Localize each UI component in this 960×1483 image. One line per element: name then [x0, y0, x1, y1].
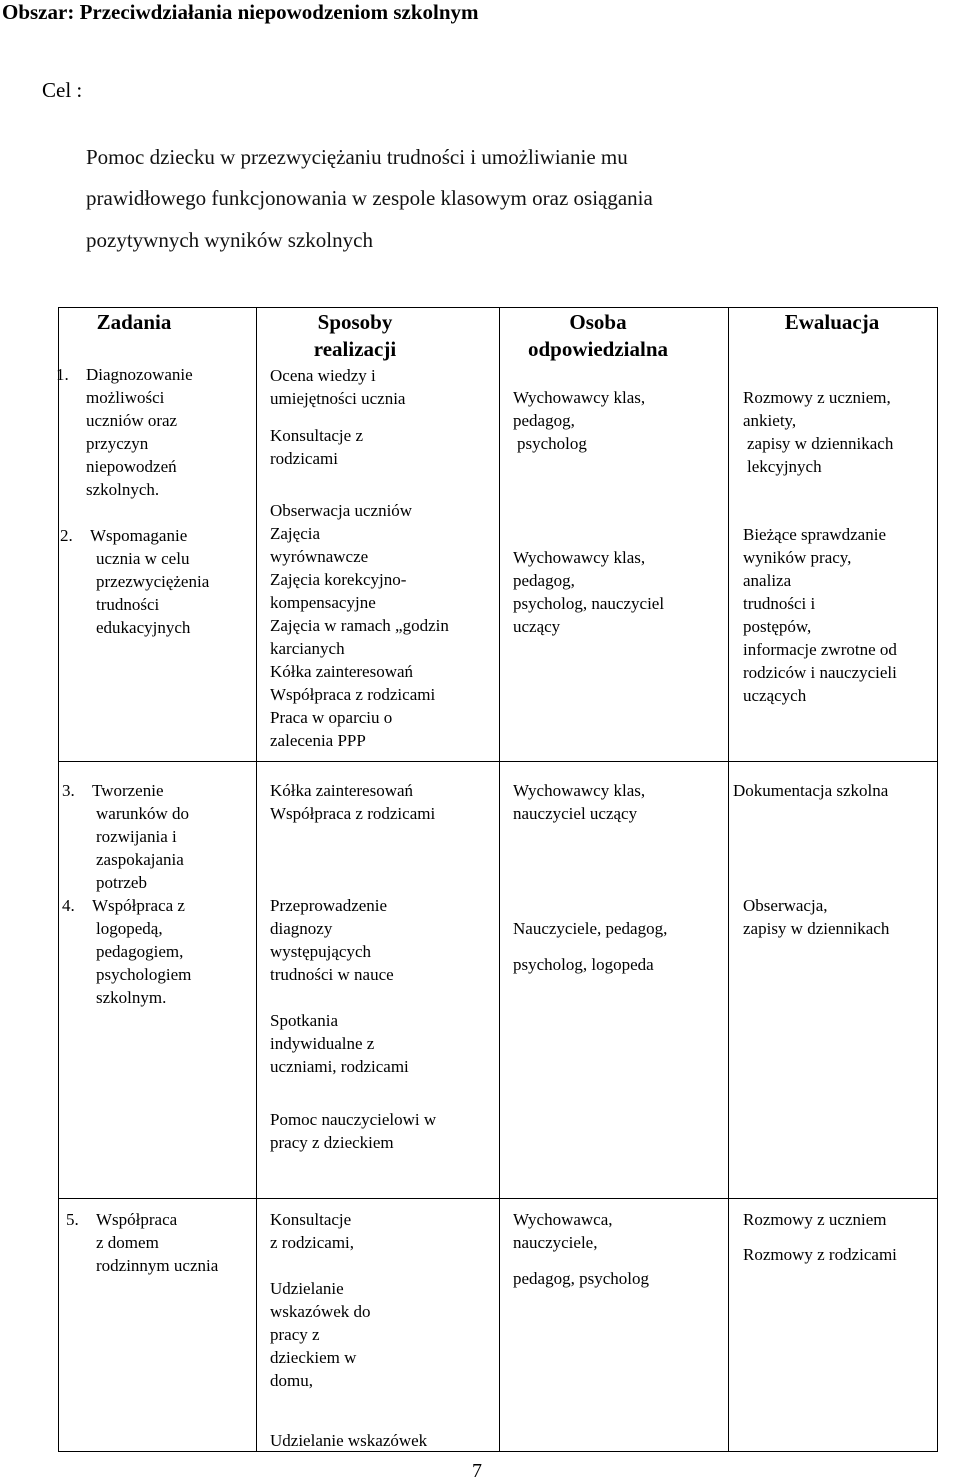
- method-line: Praca w oparciu o: [270, 708, 393, 727]
- responsible-line: psycholog, nauczyciel: [513, 594, 665, 613]
- task-line: warunków do: [96, 804, 190, 823]
- method-line: kompensacyjne: [270, 593, 376, 612]
- evaluation-2: [743, 523, 897, 707]
- task-line: trudności: [96, 595, 160, 614]
- task-number: 2.: [60, 526, 73, 545]
- evaluation-line: informacje zwrotne od: [743, 640, 897, 659]
- method-assessment: [270, 364, 405, 410]
- header-responsible: [498, 309, 698, 363]
- method-line: Kółka zainteresowań: [270, 662, 414, 681]
- method-guidance: [270, 1429, 427, 1452]
- evaluation-4: [743, 894, 889, 940]
- task-number: 5.: [66, 1210, 79, 1229]
- evaluation-line: Bieżące sprawdzanie: [743, 525, 886, 544]
- responsible-line: Wychowawcy klas,: [513, 388, 646, 407]
- responsible-line: nauczyciel uczący: [513, 804, 638, 823]
- goal-label: Cel :: [42, 78, 83, 102]
- method-home-guidance: [270, 1277, 371, 1392]
- responsible-line: Wychowawcy klas,: [513, 781, 646, 800]
- responsible-5: [513, 1208, 613, 1254]
- task-line: potrzeb: [96, 873, 147, 892]
- header-tasks: Zadania: [96, 310, 172, 334]
- task-line: Współpraca z: [92, 896, 185, 915]
- task-number: 4.: [62, 896, 75, 915]
- method-line: Przeprowadzenie: [270, 896, 388, 915]
- task-line: logopedą,: [96, 919, 163, 938]
- method-line: pracy z: [270, 1325, 320, 1344]
- responsible-line: psycholog: [517, 434, 587, 453]
- method-line: uczniami, rodzicami: [270, 1057, 409, 1076]
- task-line: szkolnych.: [86, 480, 160, 499]
- task-line: możliwości: [86, 388, 165, 407]
- responsible-line: nauczyciele,: [513, 1233, 598, 1252]
- method-line: Konsultacje z: [270, 426, 363, 445]
- evaluation-5b: Rozmowy z rodzicami: [743, 1245, 897, 1264]
- evaluation-line: lekcyjnych: [747, 457, 822, 476]
- method-line: występujących: [270, 942, 372, 961]
- evaluation-line: analiza: [743, 571, 792, 590]
- task-line: edukacyjnych: [96, 618, 191, 637]
- task-line: psychologiem: [96, 965, 192, 984]
- responsible-line: Wychowawca,: [513, 1210, 613, 1229]
- method-line: Współpraca z rodzicami: [270, 685, 436, 704]
- goal-line: pozytywnych wyników szkolnych: [86, 228, 373, 252]
- task-line: rozwijania i: [96, 827, 177, 846]
- goal-line: Pomoc dziecku w przezwyciężaniu trudności i umożliwianie mu: [86, 145, 628, 169]
- column-divider: [499, 308, 500, 1451]
- method-line: Spotkania: [270, 1011, 338, 1030]
- responsible-line: pedagog,: [513, 571, 575, 590]
- responsible-4a: Nauczyciele, pedagog,: [513, 919, 668, 938]
- header-methods-line: realizacji: [313, 337, 397, 361]
- method-diagnosis: [270, 894, 394, 986]
- task-number: 3.: [62, 781, 75, 800]
- task-1: [56, 363, 193, 501]
- method-line: z rodzicami,: [270, 1233, 355, 1252]
- task-line: Współpraca: [96, 1210, 178, 1229]
- method-line: karcianych: [270, 639, 345, 658]
- method-line: Udzielanie wskazówek: [270, 1431, 428, 1450]
- method-line: Ocena wiedzy i: [270, 366, 376, 385]
- method-line: Zajęcia: [270, 524, 321, 543]
- evaluation-line: postępów,: [743, 617, 812, 636]
- method-line: wskazówek do: [270, 1302, 371, 1321]
- task-4: [62, 894, 191, 1009]
- method-line: Zajęcia w ramach „godzin: [270, 616, 449, 635]
- method-line: trudności w nauce: [270, 965, 394, 984]
- task-line: pedagogiem,: [96, 942, 184, 961]
- task-line: Diagnozowanie: [86, 365, 193, 384]
- evaluation-line: Rozmowy z uczniem,: [743, 388, 891, 407]
- method-line: Pomoc nauczycielowi w: [270, 1110, 437, 1129]
- evaluation-line-justified: [743, 592, 873, 615]
- task-number: 1.: [56, 365, 69, 384]
- task-line: Tworzenie: [92, 781, 164, 800]
- responsible-line: pedagog,: [513, 411, 575, 430]
- responsible-line: Wychowawcy klas,: [513, 548, 646, 567]
- page-heading: Obszar: Przeciwdziałania niepowodzeniom szkolnym: [2, 0, 479, 24]
- task-line: niepowodzeń: [86, 457, 177, 476]
- responsible-5b: pedagog, psycholog: [513, 1269, 649, 1288]
- task-3: [62, 779, 189, 894]
- method-meetings: [270, 1009, 409, 1078]
- task-line: przezwyciężenia: [96, 572, 210, 591]
- column-divider: [256, 308, 257, 1451]
- evaluation-line: ankiety,: [743, 411, 797, 430]
- responsible-2: [513, 546, 664, 638]
- method-line: zalecenia PPP: [270, 731, 366, 750]
- column-divider: [728, 308, 729, 1451]
- responsible-4b: psycholog, logopeda: [513, 955, 654, 974]
- responsible-line: uczący: [513, 617, 561, 636]
- header-evaluation: Ewaluacja: [784, 310, 880, 334]
- method-line: Zajęcia korekcyjno-: [270, 570, 407, 589]
- evaluation-line: uczących: [743, 686, 807, 705]
- evaluation-line: wyników pracy,: [743, 548, 852, 567]
- evaluation-line: trudności i: [743, 594, 816, 613]
- task-line: Wspomaganie: [90, 526, 188, 545]
- method-line: Obserwacja uczniów: [270, 501, 413, 520]
- row-divider: [59, 761, 937, 762]
- header-responsible-line: Osoba: [569, 310, 627, 334]
- header-responsible-line: odpowiedzialna: [527, 337, 669, 361]
- evaluation-3: Dokumentacja szkolna: [733, 781, 889, 800]
- task-5: [66, 1208, 218, 1277]
- responsible-3: [513, 779, 645, 825]
- task-line: przyczyn: [86, 434, 149, 453]
- task-line: uczniów oraz: [86, 411, 178, 430]
- evaluation-line: zapisy w dziennikach: [743, 919, 890, 938]
- method-teacher-help: [270, 1108, 436, 1154]
- method-parent-consultations: [270, 1208, 354, 1254]
- goal-line: prawidłowego funkcjonowania w zespole klasowym oraz osiągania: [86, 186, 653, 210]
- evaluation-5a: Rozmowy z uczniem: [743, 1210, 887, 1229]
- header-methods-line: Sposoby: [317, 310, 393, 334]
- method-observation-list: [270, 499, 449, 752]
- method-line: indywidualne z: [270, 1034, 375, 1053]
- evaluation-line: rodziców i nauczycieli: [743, 663, 897, 682]
- method-line: diagnozy: [270, 919, 333, 938]
- evaluation-line: zapisy w dziennikach: [747, 434, 894, 453]
- task-line: z domem: [96, 1233, 159, 1252]
- responsible-1: [513, 386, 645, 455]
- method-line: dzieckiem w: [270, 1348, 357, 1367]
- method-line: Konsultacje: [270, 1210, 352, 1229]
- method-line: wyrównawcze: [270, 547, 369, 566]
- task-line: rodzinnym ucznia: [96, 1256, 219, 1275]
- header-methods: [255, 309, 455, 363]
- task-2: [60, 524, 209, 639]
- method-line: Współpraca z rodzicami: [270, 804, 436, 823]
- method-line: Kółka zainteresowań: [270, 781, 414, 800]
- method-line: Udzielanie: [270, 1279, 344, 1298]
- method-line: domu,: [270, 1371, 313, 1390]
- evaluation-1: [743, 386, 893, 478]
- method-interest-clubs: [270, 779, 435, 825]
- task-line: szkolnym.: [96, 988, 167, 1007]
- task-line: zaspokajania: [96, 850, 184, 869]
- method-consultations: [270, 424, 363, 470]
- page-number: 7: [472, 1460, 482, 1482]
- task-line: ucznia w celu: [96, 549, 190, 568]
- method-line: rodzicami: [270, 449, 338, 468]
- evaluation-line: Obserwacja,: [743, 896, 828, 915]
- method-line: pracy z dzieckiem: [270, 1133, 394, 1152]
- row-divider: [59, 1198, 937, 1199]
- method-line: umiejętności ucznia: [270, 389, 406, 408]
